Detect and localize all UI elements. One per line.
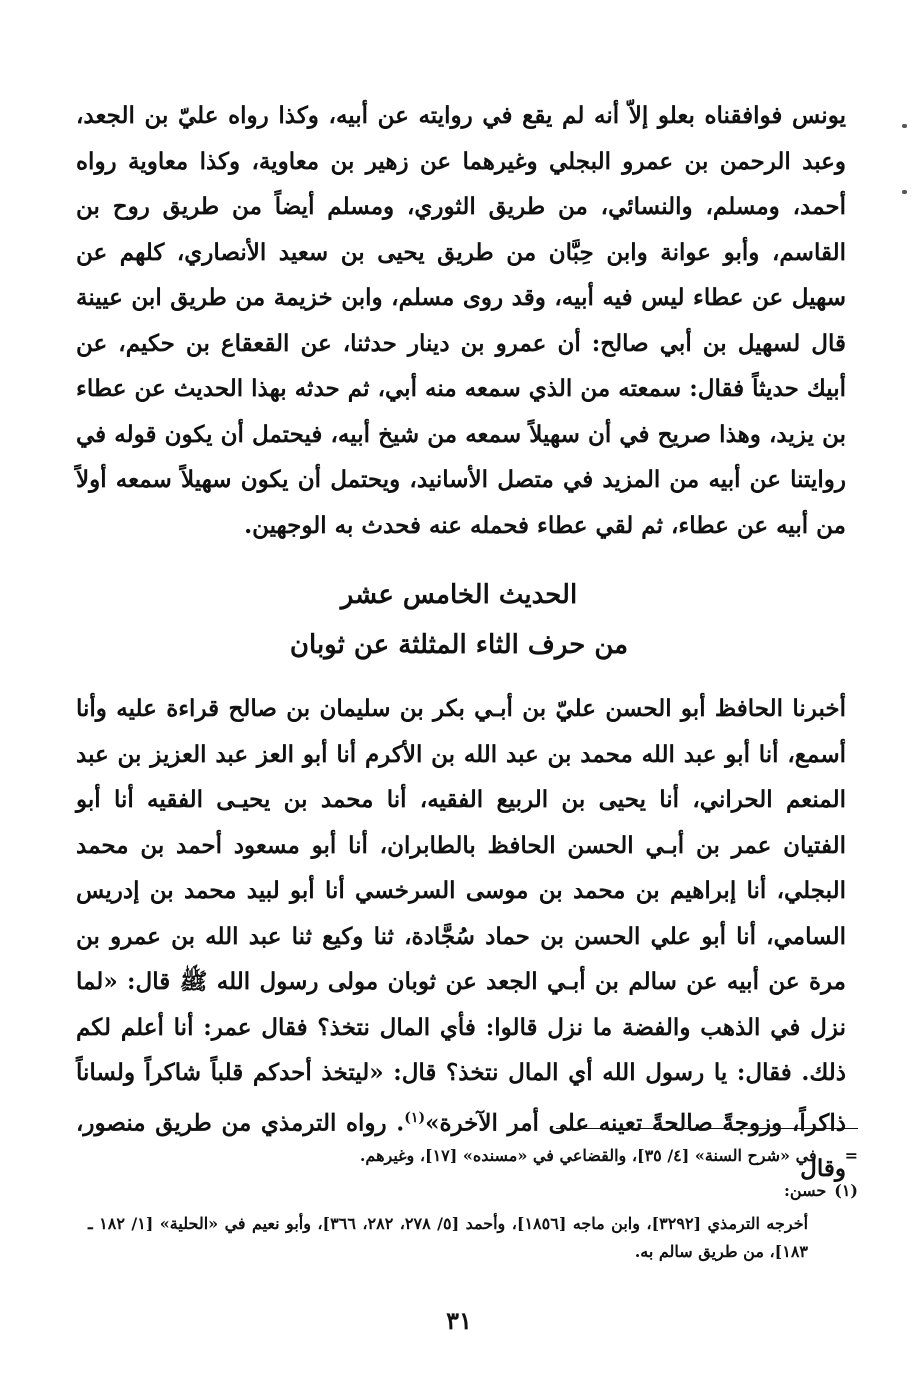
paragraph-2-tail: . رواه الترمذي من طريق منصور، وقال (76, 1109, 846, 1182)
margin-dot (902, 190, 907, 194)
body-paragraph-1: يونس فوافقناه بعلو إلاّ أنه لم يقع في روايته عن أبيه، وكذا رواه عليّ بن الجعد، وعبد الرحمن بن عمرو البجلي وغيرهما عن زهير بن معاوية، وكذا معاوية رواه أحمد، ومسلم، والنسائي، من طريق الثوري، ومسلم أيضاً من طريق روح بن القاسم، وأبو عوانة وابن حِبَّان من طريق يحيى بن سعيد الأنصاري، كلهم عن سهيل عن عطاء ليس فيه أبيه، وقد روى مسلم، وابن خزيمة من طريق ابن عيينة قال لسهيل بن أبي صالح: أن عمرو بن دينار حدثنا، عن القعقاع بن حكيم، عن أبيك حديثاً فقال: سمعته من الذي سمعه منه أبي، ثم حدثه بهذا الحديث عن عطاء بن يزيد، وهذا صريح في أن سهيلاً سمعه من شيخ أبيه، فيحتمل أن يكون قوله في روايتنا عن أبيه من المزيد في متصل الأسانيد، ويحتمل أن يكون سهيلاً سمعه أولاً من أبيه عن عطاء، ثم لقي عطاء فحمله عنه فحدث به الوجهين. (76, 102, 846, 539)
footnote-1-header (88, 1177, 858, 1205)
hadith-heading: الحديث الخامس عشر (340, 580, 578, 610)
paragraph-2-text: أخبرنا الحافظ أبو الحسن عليّ بن أبـي بكر بن سليمان بن صالح قراءة عليه وأنا أسمع، أنا أبو عبد الله محمد بن عبد الله بن الأكرم أنا أبو العز عبد العزيز بن عبد المنعم الحراني، أنا يحيى بن الربيع الفقيه، أنا محمد بن يحيـى الفقيه أنا أبو الفتيان عمر بن أبـي الحسن الحافظ بالطابران، أنا أبو مسعود أحمد بن محمد البجلي، أنا إبراهيم بن محمد بن موسى السرخسي أنا أبو لبيد محمد بن إدريس السامي، أنا أبو علي الحسن بن حماد سُجَّادة، ثنا وكيع ثنا عبد الله بن عمرو بن مرة عن أبيه عن سالم بن أبـي الجعد عن ثوبان مولى رسول الله ﷺ قال: «لما نزل في الذهب والفضة ما نزل قالوا: فأي المال نتخذ؟ فقال عمر: أنا أعلم لكم ذلك. فقال: يا رسول الله أي المال نتخذ؟ قال: «ليتخذ أحدكم قلباً شاكراً ولساناً ذاكراً، وزوجةً صالحةً تعينه على أمر الآخرة» (76, 695, 846, 1137)
hadith-subheading: من حرف الثاء المثلثة عن ثوبان (289, 630, 629, 660)
margin-dot (902, 124, 907, 128)
footnote-1-body: أخرجه الترمذي [٣٢٩٢]، وابن ماجه [١٨٥٦]، وأحمد [٥/ ٢٧٨، ٢٨٢، ٣٦٦]، وأبو نعيم في «الحلية» [١/ ١٨٢ ـ ١٨٣]، من طريق سالم به. (88, 1214, 809, 1261)
footnote-continuation (88, 1142, 858, 1170)
footnote-grade: حسن: (784, 1181, 827, 1200)
continuation-mark: = (844, 1146, 858, 1165)
footnote-separator (556, 1128, 858, 1129)
page-number: ٣١ (446, 1306, 472, 1335)
footnote-reference: (١) (404, 1109, 426, 1126)
footnote-number: (١) (834, 1181, 858, 1200)
continuation-text: في «شرح السنة» [٤/ ٣٥]، والقضاعي في «مسنده» [١٧]، وغيرهم. (359, 1146, 817, 1165)
body-paragraph-2 (76, 686, 846, 1191)
